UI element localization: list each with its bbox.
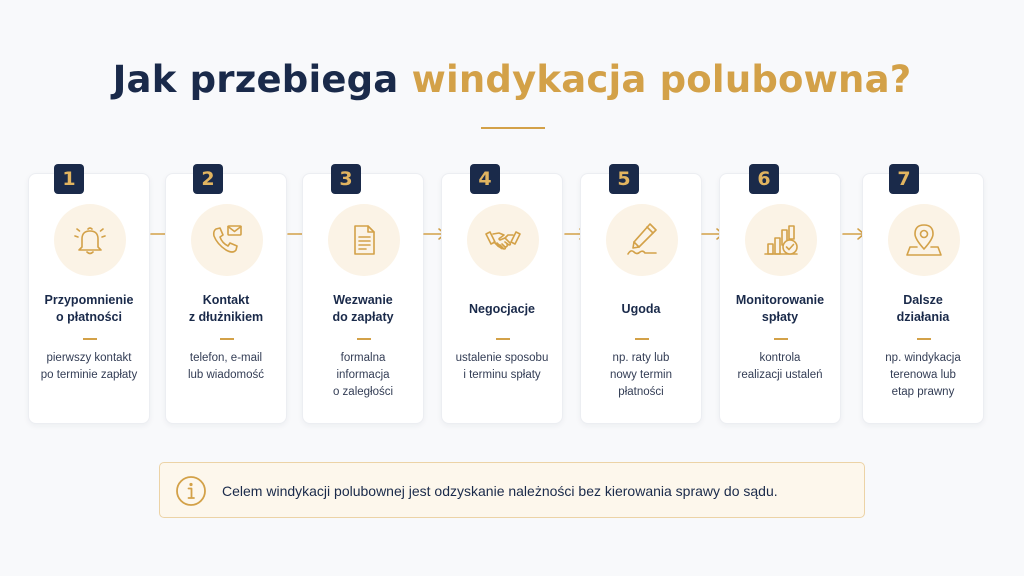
title-underline bbox=[481, 127, 545, 129]
step-description: ustalenie sposobu i terminu spłaty bbox=[455, 352, 549, 381]
step-description: pierwszy kontakt po terminie zapłaty bbox=[40, 352, 138, 381]
step-divider bbox=[496, 338, 510, 340]
step-divider bbox=[357, 338, 371, 340]
step-card-3 bbox=[302, 173, 424, 424]
step-number-badge: 5 bbox=[609, 164, 639, 194]
step-number-badge: 4 bbox=[470, 164, 500, 194]
page-title bbox=[0, 58, 1024, 101]
map-pin-icon bbox=[888, 204, 960, 276]
step-title: Kontakt z dłużnikiem bbox=[188, 293, 264, 324]
step-divider bbox=[220, 338, 234, 340]
step-title: Przypomnienie o płatności bbox=[44, 293, 134, 324]
step-divider bbox=[83, 338, 97, 340]
step-divider bbox=[774, 338, 788, 340]
step-number-badge: 2 bbox=[193, 164, 223, 194]
step-description: np. raty lub nowy termin płatności bbox=[610, 352, 672, 398]
step-title: Wezwanie do zapłaty bbox=[332, 293, 394, 324]
chart-check-icon bbox=[745, 204, 817, 276]
step-card-4 bbox=[441, 173, 563, 424]
step-title: Ugoda bbox=[621, 301, 661, 316]
document-icon bbox=[328, 204, 400, 276]
title-accent: windykacja polubowna? bbox=[411, 58, 912, 101]
step-description: kontrola realizacji ustaleń bbox=[737, 352, 823, 381]
bell-icon bbox=[54, 204, 126, 276]
step-description: np. windykacja terenowa lub etap prawny bbox=[885, 352, 961, 398]
title-main: Jak przebiega bbox=[112, 58, 399, 101]
step-card-5 bbox=[580, 173, 702, 424]
step-title: Dalsze działania bbox=[896, 293, 950, 324]
info-note bbox=[159, 462, 865, 518]
step-description: formalna informacja o zaległości bbox=[332, 352, 394, 398]
step-title: Monitorowanie spłaty bbox=[735, 293, 825, 324]
note-text: Celem windykacji polubownej jest odzyskanie należności bez kierowania sprawy do sądu. bbox=[222, 483, 778, 499]
step-number-badge: 6 bbox=[749, 164, 779, 194]
phone-mail-icon bbox=[191, 204, 263, 276]
pen-signature-icon bbox=[606, 204, 678, 276]
step-card-6 bbox=[719, 173, 841, 424]
step-divider bbox=[917, 338, 931, 340]
step-title: Negocjacje bbox=[468, 301, 535, 316]
step-card-7 bbox=[862, 173, 984, 424]
handshake-icon bbox=[467, 204, 539, 276]
step-divider bbox=[635, 338, 649, 340]
step-card-1 bbox=[28, 173, 150, 424]
step-number-badge: 7 bbox=[889, 164, 919, 194]
step-card-2 bbox=[165, 173, 287, 424]
step-number-badge: 1 bbox=[54, 164, 84, 194]
step-number-badge: 3 bbox=[331, 164, 361, 194]
info-icon bbox=[175, 475, 207, 507]
step-description: telefon, e-mail lub wiadomość bbox=[187, 352, 265, 381]
